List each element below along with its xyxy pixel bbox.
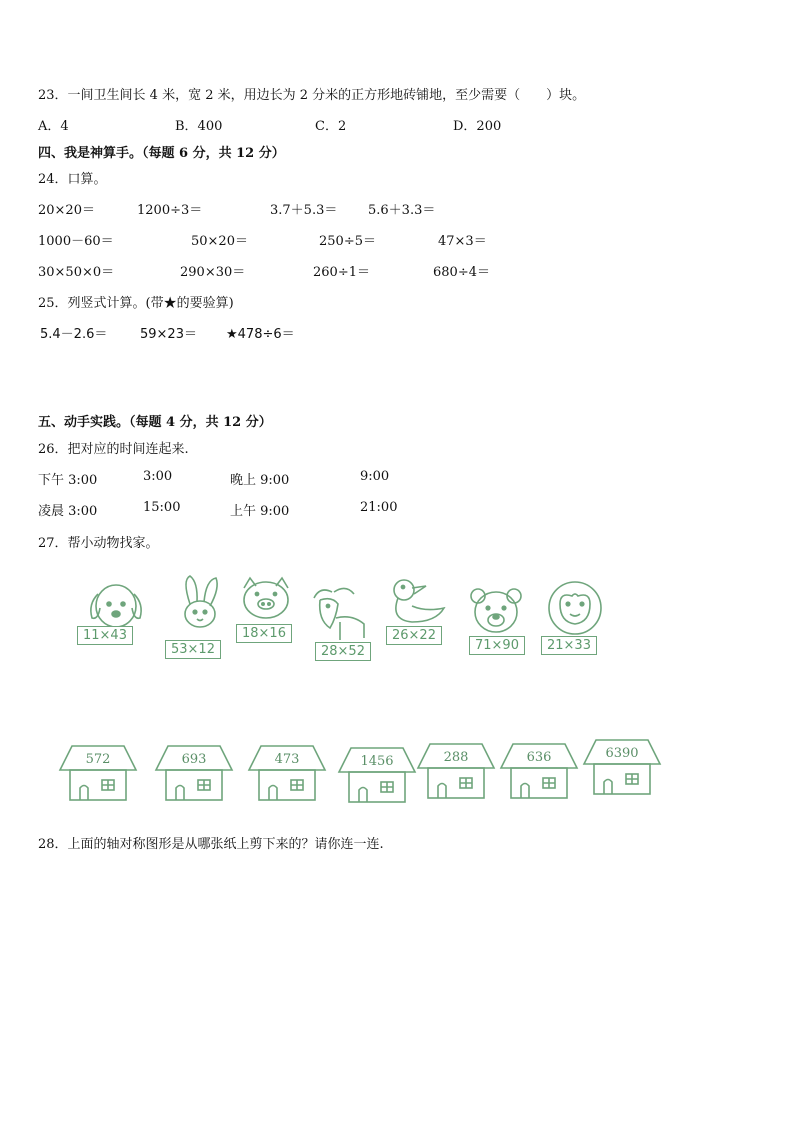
house <box>416 740 496 802</box>
rabbit-expression-sign: 53×12 <box>165 640 221 659</box>
q26-time: 15:00 <box>143 500 181 515</box>
q24-item: 260÷1＝ <box>313 265 370 280</box>
dog-expression-sign: 11×43 <box>77 626 133 645</box>
house-number: 693 <box>181 752 207 767</box>
house <box>499 740 579 802</box>
q23-option-d: D．200 <box>453 119 502 134</box>
pig-icon <box>236 576 296 630</box>
q26-time: 上午 9:00 <box>230 504 290 519</box>
house <box>58 742 138 804</box>
house-number: 1456 <box>360 754 394 769</box>
house <box>247 742 327 804</box>
q26-time: 下午 3:00 <box>38 473 98 488</box>
q25-item: 59×23＝ <box>140 327 197 342</box>
section-4-title: 四、我是神算手。（每题 6 分，共 12 分） <box>38 146 285 161</box>
monkey-expression-sign: 21×33 <box>541 636 597 655</box>
house-number: 636 <box>526 750 552 765</box>
q24-item: 20×20＝ <box>38 203 95 218</box>
q24-item: 5.6＋3.3＝ <box>368 203 436 218</box>
question-28: 28．上面的轴对称图形是从哪张纸上剪下来的？请你连一连. <box>38 837 384 852</box>
q24-item: 30×50×0＝ <box>38 265 115 280</box>
q24-item: 680÷4＝ <box>433 265 490 280</box>
q26-time: 9:00 <box>360 469 390 484</box>
goat-icon <box>306 584 376 648</box>
house-number: 572 <box>85 752 111 767</box>
duck-expression-sign: 26×22 <box>386 626 442 645</box>
q24-item: 47×3＝ <box>438 234 487 249</box>
q26-time: 21:00 <box>360 500 398 515</box>
q25-item: 5.4－2.6＝ <box>40 327 108 342</box>
q24-item: 1200÷3＝ <box>137 203 203 218</box>
q26-time: 晚上 9:00 <box>230 473 290 488</box>
house <box>337 744 417 806</box>
q24-item: 290×30＝ <box>180 265 246 280</box>
question-27: 27．帮小动物找家。 <box>38 536 159 551</box>
question-26: 26．把对应的时间连起来. <box>38 442 189 457</box>
bear-expression-sign: 71×90 <box>469 636 525 655</box>
house <box>582 736 662 798</box>
monkey-icon <box>540 578 610 642</box>
goat-expression-sign: 28×52 <box>315 642 371 661</box>
question-24: 24．口算。 <box>38 172 107 187</box>
rabbit-icon <box>170 574 230 644</box>
q26-time: 3:00 <box>143 469 173 484</box>
bear-icon <box>466 586 526 642</box>
q24-item: 50×20＝ <box>191 234 248 249</box>
section-5-title: 五、动手实践。（每题 4 分，共 12 分） <box>38 415 272 430</box>
q26-time: 凌晨 3:00 <box>38 504 98 519</box>
q23-option-a: A．4 <box>38 119 69 134</box>
q24-item: 3.7＋5.3＝ <box>270 203 338 218</box>
question-25: 25．列竖式计算。(带★的要验算) <box>38 296 234 311</box>
question-23: 23．一间卫生间长 4 米，宽 2 米，用边长为 2 分米的正方形地砖铺地，至少需要（ ）块。 <box>38 88 586 103</box>
q23-option-c: C．2 <box>315 119 347 134</box>
q24-item: 250÷5＝ <box>319 234 376 249</box>
house-number: 473 <box>274 752 300 767</box>
house-number: 6390 <box>605 746 639 761</box>
pig-expression-sign: 18×16 <box>236 624 292 643</box>
q25-item: ★478÷6＝ <box>226 327 295 342</box>
house <box>154 742 234 804</box>
house-number: 288 <box>443 750 469 765</box>
q23-option-b: B．400 <box>175 119 223 134</box>
q24-item: 1000－60＝ <box>38 234 114 249</box>
duck-icon <box>382 576 448 632</box>
